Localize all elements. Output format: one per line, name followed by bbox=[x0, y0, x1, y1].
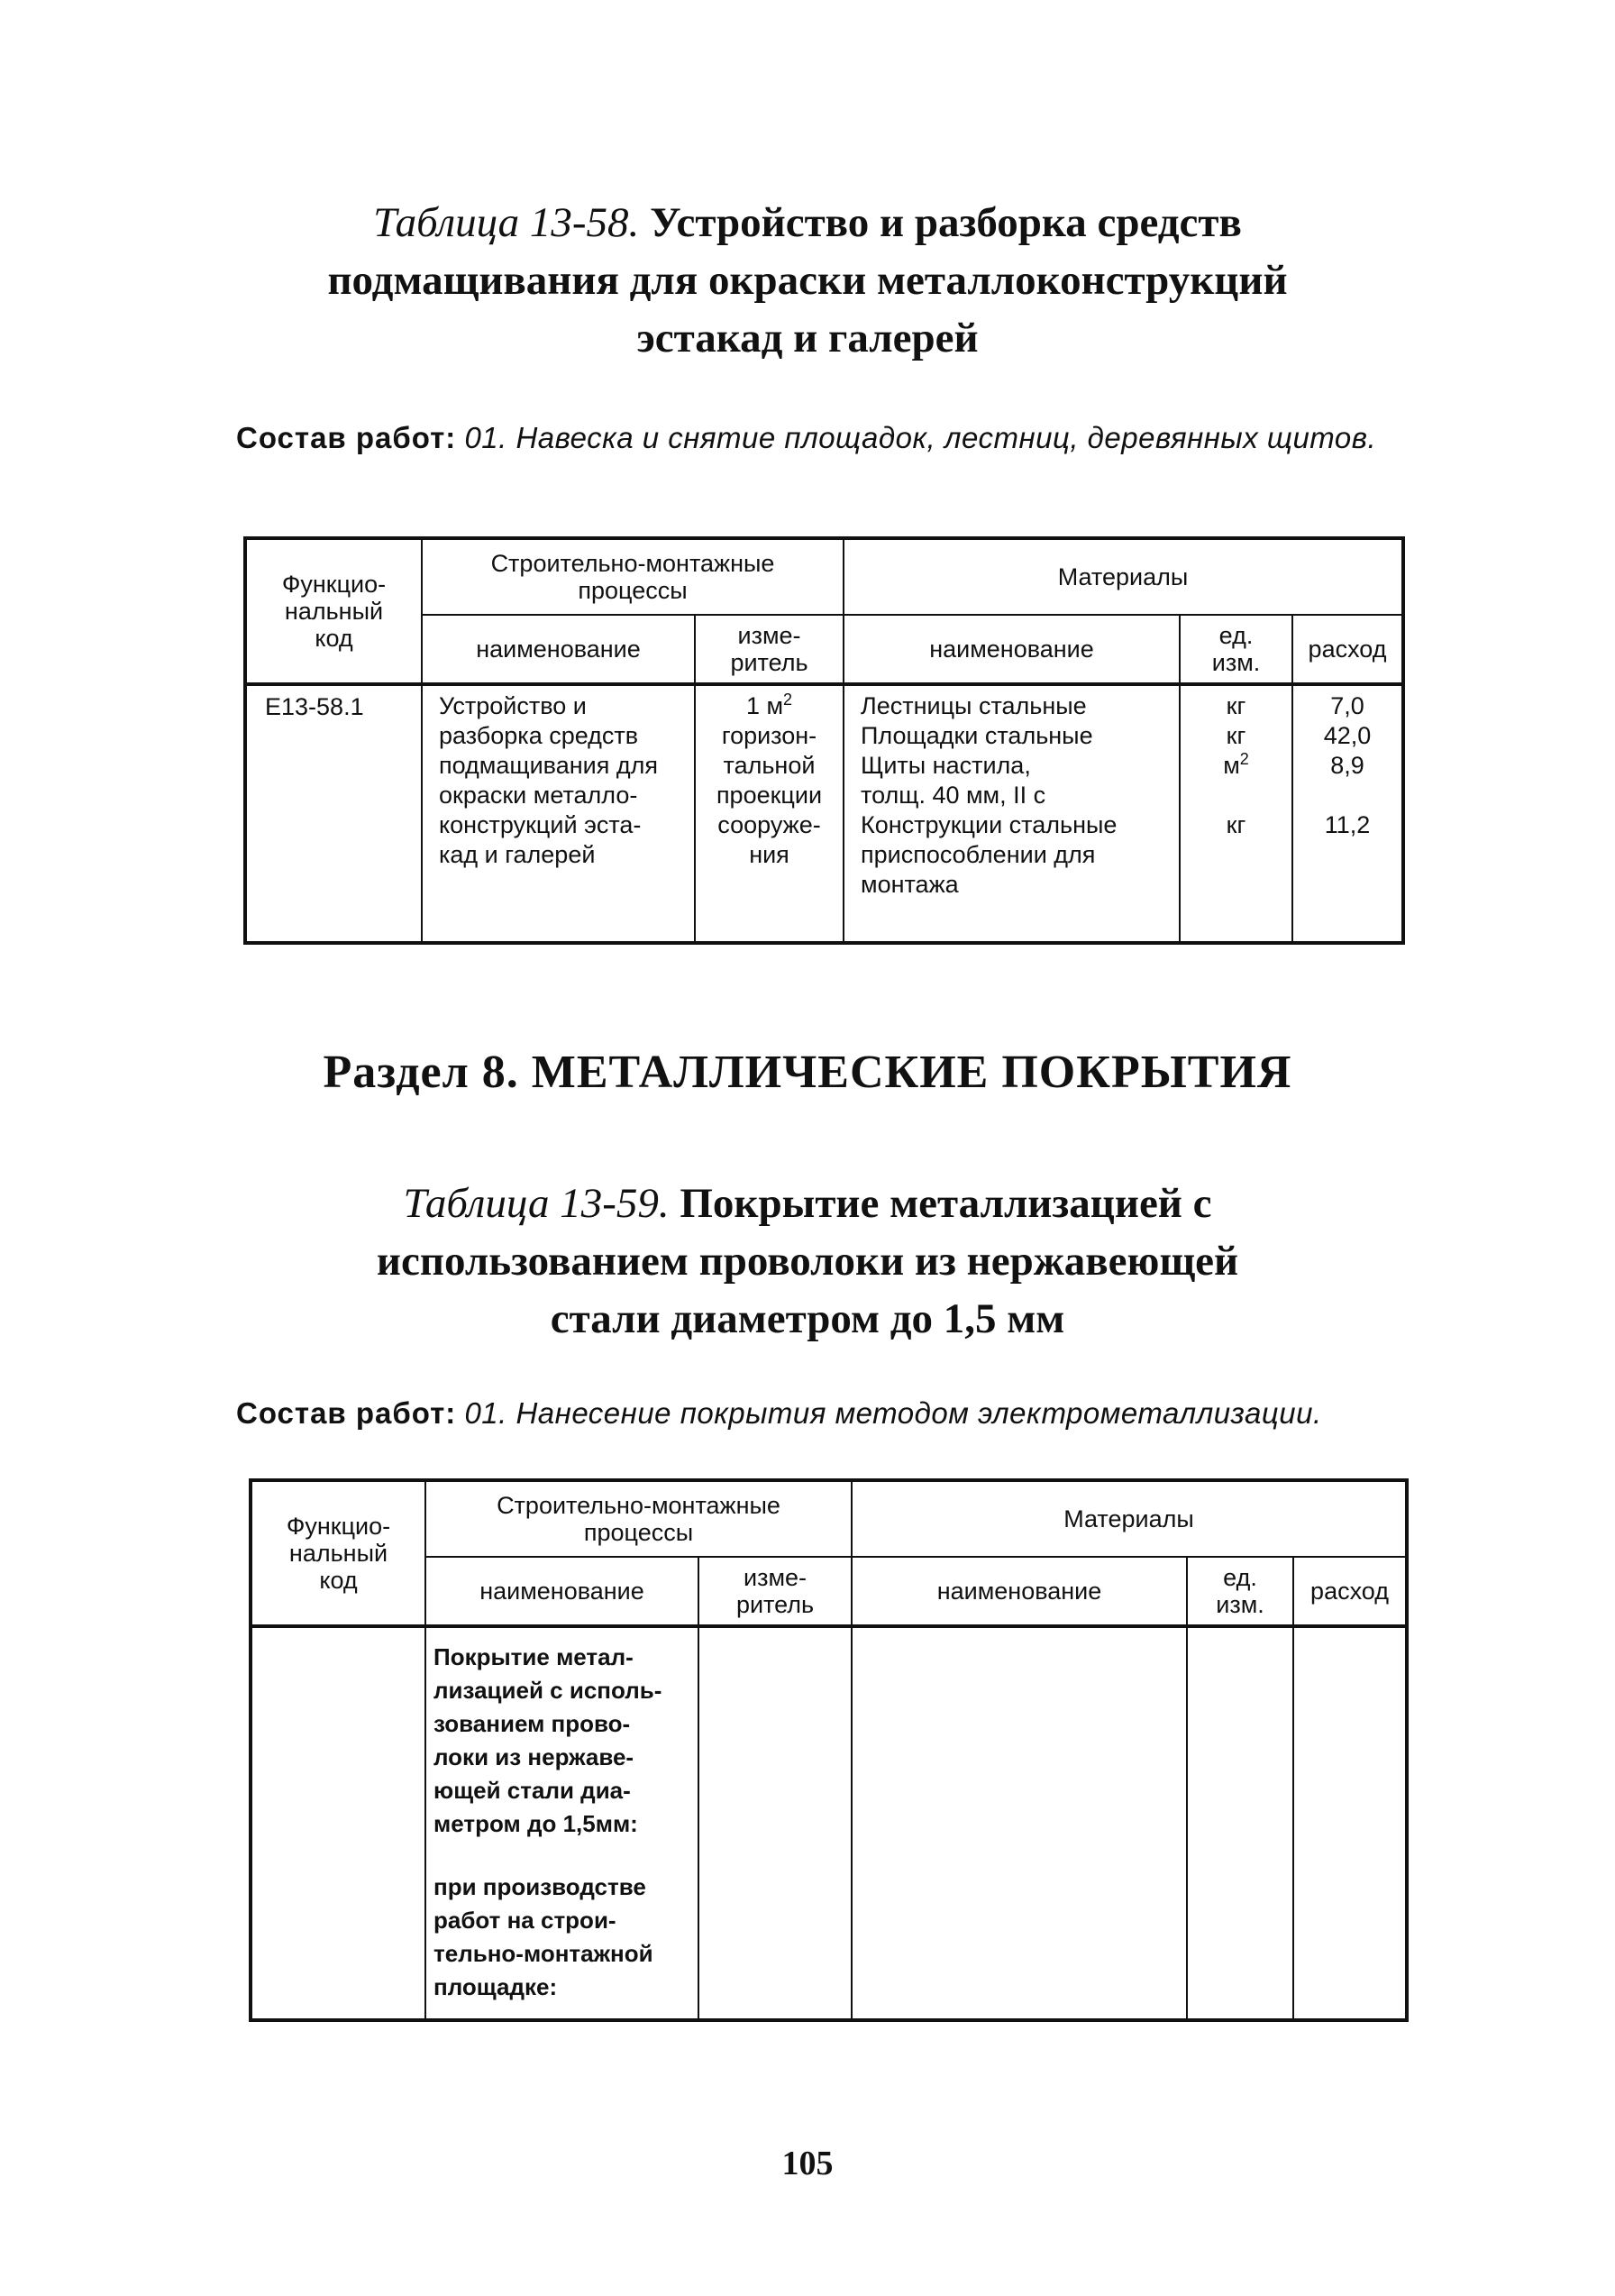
row-process-name-line: окраски металло- bbox=[439, 782, 638, 809]
header-processes-line: Строительно-монтажные bbox=[490, 550, 775, 577]
row-rates bbox=[1292, 684, 1403, 943]
header-processes bbox=[422, 538, 844, 615]
table-58-composition bbox=[236, 418, 1417, 458]
header-process-name: наименование bbox=[425, 1557, 698, 1626]
row-process-name-line: конструкций эста- bbox=[439, 811, 642, 838]
header-code bbox=[251, 1480, 425, 1626]
header-material-name: наименование bbox=[852, 1557, 1187, 1626]
header-unit-line: ед. bbox=[1223, 1564, 1257, 1591]
table-58-heading-line-1 bbox=[0, 194, 1615, 252]
header-code-line: код bbox=[319, 1567, 358, 1594]
table-row bbox=[245, 684, 1403, 943]
material-rate: 7,0 bbox=[1330, 692, 1364, 719]
header-material-name: наименование bbox=[844, 615, 1180, 684]
table-58-heading-prefix: Таблица 13-58. bbox=[373, 199, 640, 246]
header-materials: Материалы bbox=[852, 1480, 1407, 1557]
row-code bbox=[251, 1626, 425, 2020]
header-unit bbox=[1187, 1557, 1293, 1626]
row-rates bbox=[1293, 1626, 1407, 2020]
row-meter bbox=[698, 1626, 852, 2020]
table-59-heading-line-1 bbox=[0, 1175, 1615, 1232]
table-row bbox=[251, 1626, 1407, 2020]
table-59 bbox=[249, 1478, 1409, 2022]
page-number: 105 bbox=[781, 2145, 834, 2182]
material-unit: кг bbox=[1226, 811, 1246, 838]
table-58 bbox=[243, 536, 1405, 945]
header-materials: Материалы bbox=[844, 538, 1403, 615]
table-59-heading bbox=[0, 1175, 1615, 1348]
composition-text: 01. Нанесение покрытия методом электрометаллизации. bbox=[464, 1396, 1322, 1430]
header-meter bbox=[698, 1557, 852, 1626]
header-unit bbox=[1180, 615, 1292, 684]
material-unit bbox=[1181, 751, 1291, 781]
table-59-heading-line-2: использованием проволоки из нержавеющей bbox=[376, 1238, 1239, 1285]
material-name: Конструкции стальные bbox=[861, 811, 1118, 838]
row-materials bbox=[844, 684, 1180, 943]
spacer bbox=[1293, 781, 1401, 810]
row-process-name-line: локи из нержаве- bbox=[433, 1743, 634, 1770]
material-name: приспособлении для bbox=[861, 841, 1096, 868]
header-unit-line: изм. bbox=[1211, 649, 1261, 676]
meter-value: 1 м bbox=[745, 692, 784, 719]
header-processes-line: процессы bbox=[583, 1519, 694, 1546]
row-process-name-line: разборка средств bbox=[439, 722, 639, 749]
material-name: монтажа bbox=[861, 871, 959, 898]
header-code-line: нальный bbox=[284, 598, 384, 625]
row-process-name-line: метром до 1,5мм: bbox=[433, 1810, 638, 1837]
row-process-name-line: зованием прово- bbox=[433, 1710, 631, 1737]
material-unit-sup: 2 bbox=[1239, 750, 1249, 768]
header-meter-line: изме- bbox=[743, 1564, 808, 1591]
header-processes-line: Строительно-монтажные bbox=[497, 1492, 780, 1519]
row-process-name bbox=[422, 684, 695, 943]
row-process-name bbox=[425, 1626, 698, 2020]
header-code-line: код bbox=[315, 625, 353, 652]
material-rate: 42,0 bbox=[1323, 722, 1372, 749]
header-rate: расход bbox=[1293, 1557, 1407, 1626]
row-meter-line: ния bbox=[749, 841, 789, 868]
material-unit-base: м bbox=[1223, 752, 1240, 779]
composition-label: Состав работ: bbox=[236, 1396, 457, 1430]
row-meter-value bbox=[696, 691, 843, 721]
material-rate: 11,2 bbox=[1324, 811, 1371, 838]
header-meter-line: ритель bbox=[730, 649, 808, 676]
material-name: Площадки стальные bbox=[861, 722, 1093, 749]
row-process-name-line: кад и галерей bbox=[439, 841, 596, 868]
row-process-name-line: Покрытие метал- bbox=[433, 1643, 634, 1670]
header-process-name: наименование bbox=[422, 615, 695, 684]
material-rate: 8,9 bbox=[1330, 752, 1364, 779]
material-name: Щиты настила, bbox=[861, 752, 1031, 779]
table-59-heading-prefix: Таблица 13-59. bbox=[403, 1180, 670, 1227]
row-process-name-line: ющей стали диа- bbox=[433, 1777, 631, 1804]
row-process-name-line: площадке: bbox=[433, 1973, 558, 2000]
header-meter bbox=[695, 615, 844, 684]
row-process-name-line: тельно-монтажной bbox=[433, 1940, 653, 1967]
row-meter bbox=[695, 684, 844, 943]
header-code bbox=[245, 538, 422, 684]
row-code: Е13-58.1 bbox=[245, 684, 422, 943]
composition-text: 01. Навеска и снятие площадок, лестниц, деревянных щитов. bbox=[464, 421, 1377, 454]
row-meter-line: проекции bbox=[716, 782, 823, 809]
row-meter-line: сооруже- bbox=[717, 811, 821, 838]
header-unit-line: изм. bbox=[1216, 1591, 1264, 1618]
row-units bbox=[1180, 684, 1292, 943]
row-materials bbox=[852, 1626, 1187, 2020]
table-58-heading-line-3: эстакад и галерей bbox=[636, 315, 979, 361]
header-processes-line: процессы bbox=[578, 577, 688, 604]
row-process-name-line: подмащивания для bbox=[439, 752, 658, 779]
header-unit-line: ед. bbox=[1218, 622, 1254, 649]
row-meter-line: тальной bbox=[723, 752, 816, 779]
table-58-heading-text-1: Устройство и разборка средств bbox=[650, 199, 1242, 246]
row-process-name-line: Устройство и bbox=[439, 692, 587, 719]
material-name: толщ. 40 мм, II с bbox=[861, 782, 1046, 809]
section-title: Раздел 8. МЕТАЛЛИЧЕСКИЕ ПОКРЫТИЯ bbox=[323, 1047, 1292, 1098]
header-processes bbox=[425, 1480, 852, 1557]
table-59-composition bbox=[236, 1394, 1417, 1433]
table-58-heading bbox=[0, 194, 1615, 367]
table-58-heading-line-2: подмащивания для окраски металлоконструкций bbox=[327, 257, 1288, 304]
header-code-line: нальный bbox=[288, 1540, 388, 1567]
header-code-line: Функцио- bbox=[286, 1513, 391, 1540]
material-unit: кг bbox=[1226, 692, 1246, 719]
row-process-name-line: работ на строи- bbox=[433, 1907, 616, 1934]
header-meter-line: изме- bbox=[737, 622, 801, 649]
row-units bbox=[1187, 1626, 1293, 2020]
spacer bbox=[1181, 781, 1291, 810]
composition-label: Состав работ: bbox=[236, 421, 457, 454]
header-rate: расход bbox=[1292, 615, 1403, 684]
row-meter-line: горизон- bbox=[721, 722, 817, 749]
row-process-name-line: при производстве bbox=[433, 1873, 646, 1900]
table-59-heading-line-3: стали диаметром до 1,5 мм bbox=[550, 1295, 1065, 1342]
header-meter-line: ритель bbox=[735, 1591, 815, 1618]
table-59-heading-text-1: Покрытие металлизацией с bbox=[680, 1180, 1212, 1227]
material-unit: кг bbox=[1226, 722, 1246, 749]
header-code-line: Функцио- bbox=[281, 571, 387, 598]
row-process-name-line: лизацией с исполь- bbox=[433, 1677, 662, 1704]
spacer bbox=[433, 1841, 694, 1871]
meter-sup: 2 bbox=[783, 691, 793, 709]
material-name: Лестницы стальные bbox=[861, 692, 1087, 719]
